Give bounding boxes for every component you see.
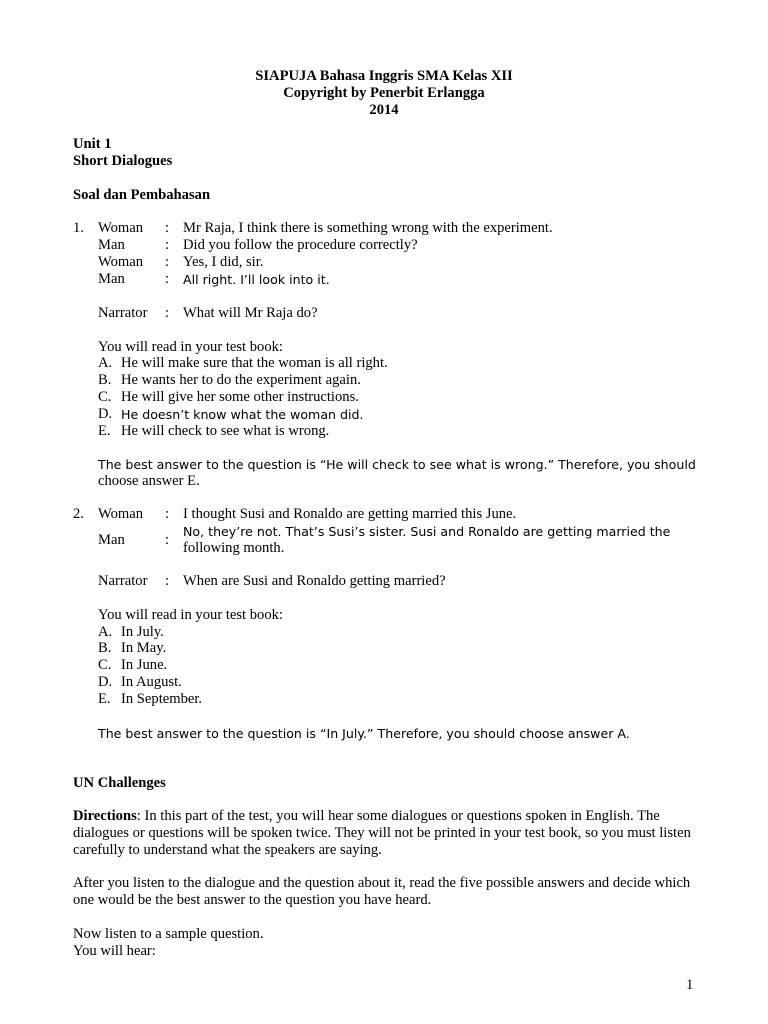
narrator-label: Narrator	[98, 305, 148, 321]
answer-explanation: The best answer to the question is “In July.” Therefore, you should choose answer A.	[98, 726, 630, 741]
dialogue-speaker: Woman	[98, 254, 144, 270]
dialogue-speaker: Man	[98, 532, 125, 548]
dialogue-line: I thought Susi and Ronaldo are getting married this June.	[183, 506, 517, 522]
dialogue-separator: :	[165, 305, 170, 321]
narrator-question: When are Susi and Ronaldo getting married?	[183, 573, 446, 589]
section-title: Soal dan Pembahasan	[73, 187, 211, 203]
option-text: He wants her to do the experiment again.	[121, 372, 361, 388]
option-letter: E.	[98, 691, 111, 707]
question-number: 2.	[73, 506, 84, 522]
page-number: 1	[686, 977, 694, 993]
header-copyright: Copyright by Penerbit Erlangga	[283, 85, 485, 101]
dialogue-speaker: Woman	[98, 220, 144, 236]
dialogue-separator: :	[165, 237, 170, 253]
directions-paragraph	[73, 808, 701, 859]
dialogue-speaker: Woman	[98, 506, 144, 522]
option-letter: C.	[98, 657, 112, 673]
option-letter: A.	[98, 624, 113, 640]
option-letter: A.	[98, 355, 113, 371]
option-text: In August.	[121, 674, 182, 690]
dialogue-line: All right. I’ll look into it.	[183, 272, 330, 287]
option-letter: B.	[98, 372, 112, 388]
narrator-question: What will Mr Raja do?	[183, 305, 318, 321]
options-intro: You will read in your test book:	[98, 339, 283, 355]
dialogue-separator: :	[165, 271, 170, 287]
sample-hear: You will hear:	[73, 943, 156, 959]
option-text: He will give her some other instructions.	[121, 389, 359, 405]
option-letter: C.	[98, 389, 112, 405]
option-text: He will make sure that the woman is all right.	[121, 355, 388, 371]
dialogue-separator: :	[165, 532, 170, 548]
challenges-title: UN Challenges	[73, 775, 166, 791]
dialogue-line: Mr Raja, I think there is something wrong with the experiment.	[183, 220, 553, 236]
answer-explanation: The best answer to the question is “He will check to see what is wrong.” Therefore, you should	[98, 457, 696, 472]
option-text: In September.	[121, 691, 203, 707]
question-number: 1.	[73, 220, 84, 236]
dialogue-separator: :	[165, 506, 170, 522]
sample-intro: Now listen to a sample question.	[73, 926, 264, 942]
option-letter: D.	[98, 406, 113, 422]
option-text: In June.	[121, 657, 168, 673]
header-year: 2014	[369, 102, 399, 118]
option-text: He will check to see what is wrong.	[121, 423, 330, 439]
unit-subtitle: Short Dialogues	[73, 153, 173, 169]
unit-title: Unit 1	[73, 136, 112, 152]
dialogue-line: No, they’re not. That’s Susi’s sister. Susi and Ronaldo are getting married the	[183, 524, 671, 539]
option-letter: B.	[98, 640, 112, 656]
dialogue-separator: :	[165, 573, 170, 589]
directions-label: Directions	[73, 808, 137, 824]
option-letter: E.	[98, 423, 111, 439]
option-text: In July.	[121, 624, 164, 640]
header-title: SIAPUJA Bahasa Inggris SMA Kelas XII	[255, 68, 513, 84]
dialogue-line: Yes, I did, sir.	[183, 254, 264, 270]
dialogue-speaker: Man	[98, 237, 125, 253]
options-intro: You will read in your test book:	[98, 607, 283, 623]
directions-text: : In this part of the test, you will hear some dialogues or questions spoken in English. The dialogues or questions will be spoken twice. They will not be printed in your test book, so you must listen carefully to understand what the speakers are saying.	[73, 808, 691, 858]
option-text: He doesn’t know what the woman did.	[121, 407, 364, 422]
dialogue-line-cont: following month.	[183, 540, 285, 556]
dialogue-line: Did you follow the procedure correctly?	[183, 237, 418, 253]
dialogue-speaker: Man	[98, 271, 125, 287]
instructions-paragraph: After you listen to the dialogue and the question about it, read the five possible answers and decide which one would be the best answer to the question you have heard.	[73, 875, 691, 908]
answer-explanation-cont: choose answer E.	[98, 473, 200, 489]
dialogue-separator: :	[165, 220, 170, 236]
option-letter: D.	[98, 674, 113, 690]
narrator-label: Narrator	[98, 573, 148, 589]
dialogue-separator: :	[165, 254, 170, 270]
option-text: In May.	[121, 640, 167, 656]
